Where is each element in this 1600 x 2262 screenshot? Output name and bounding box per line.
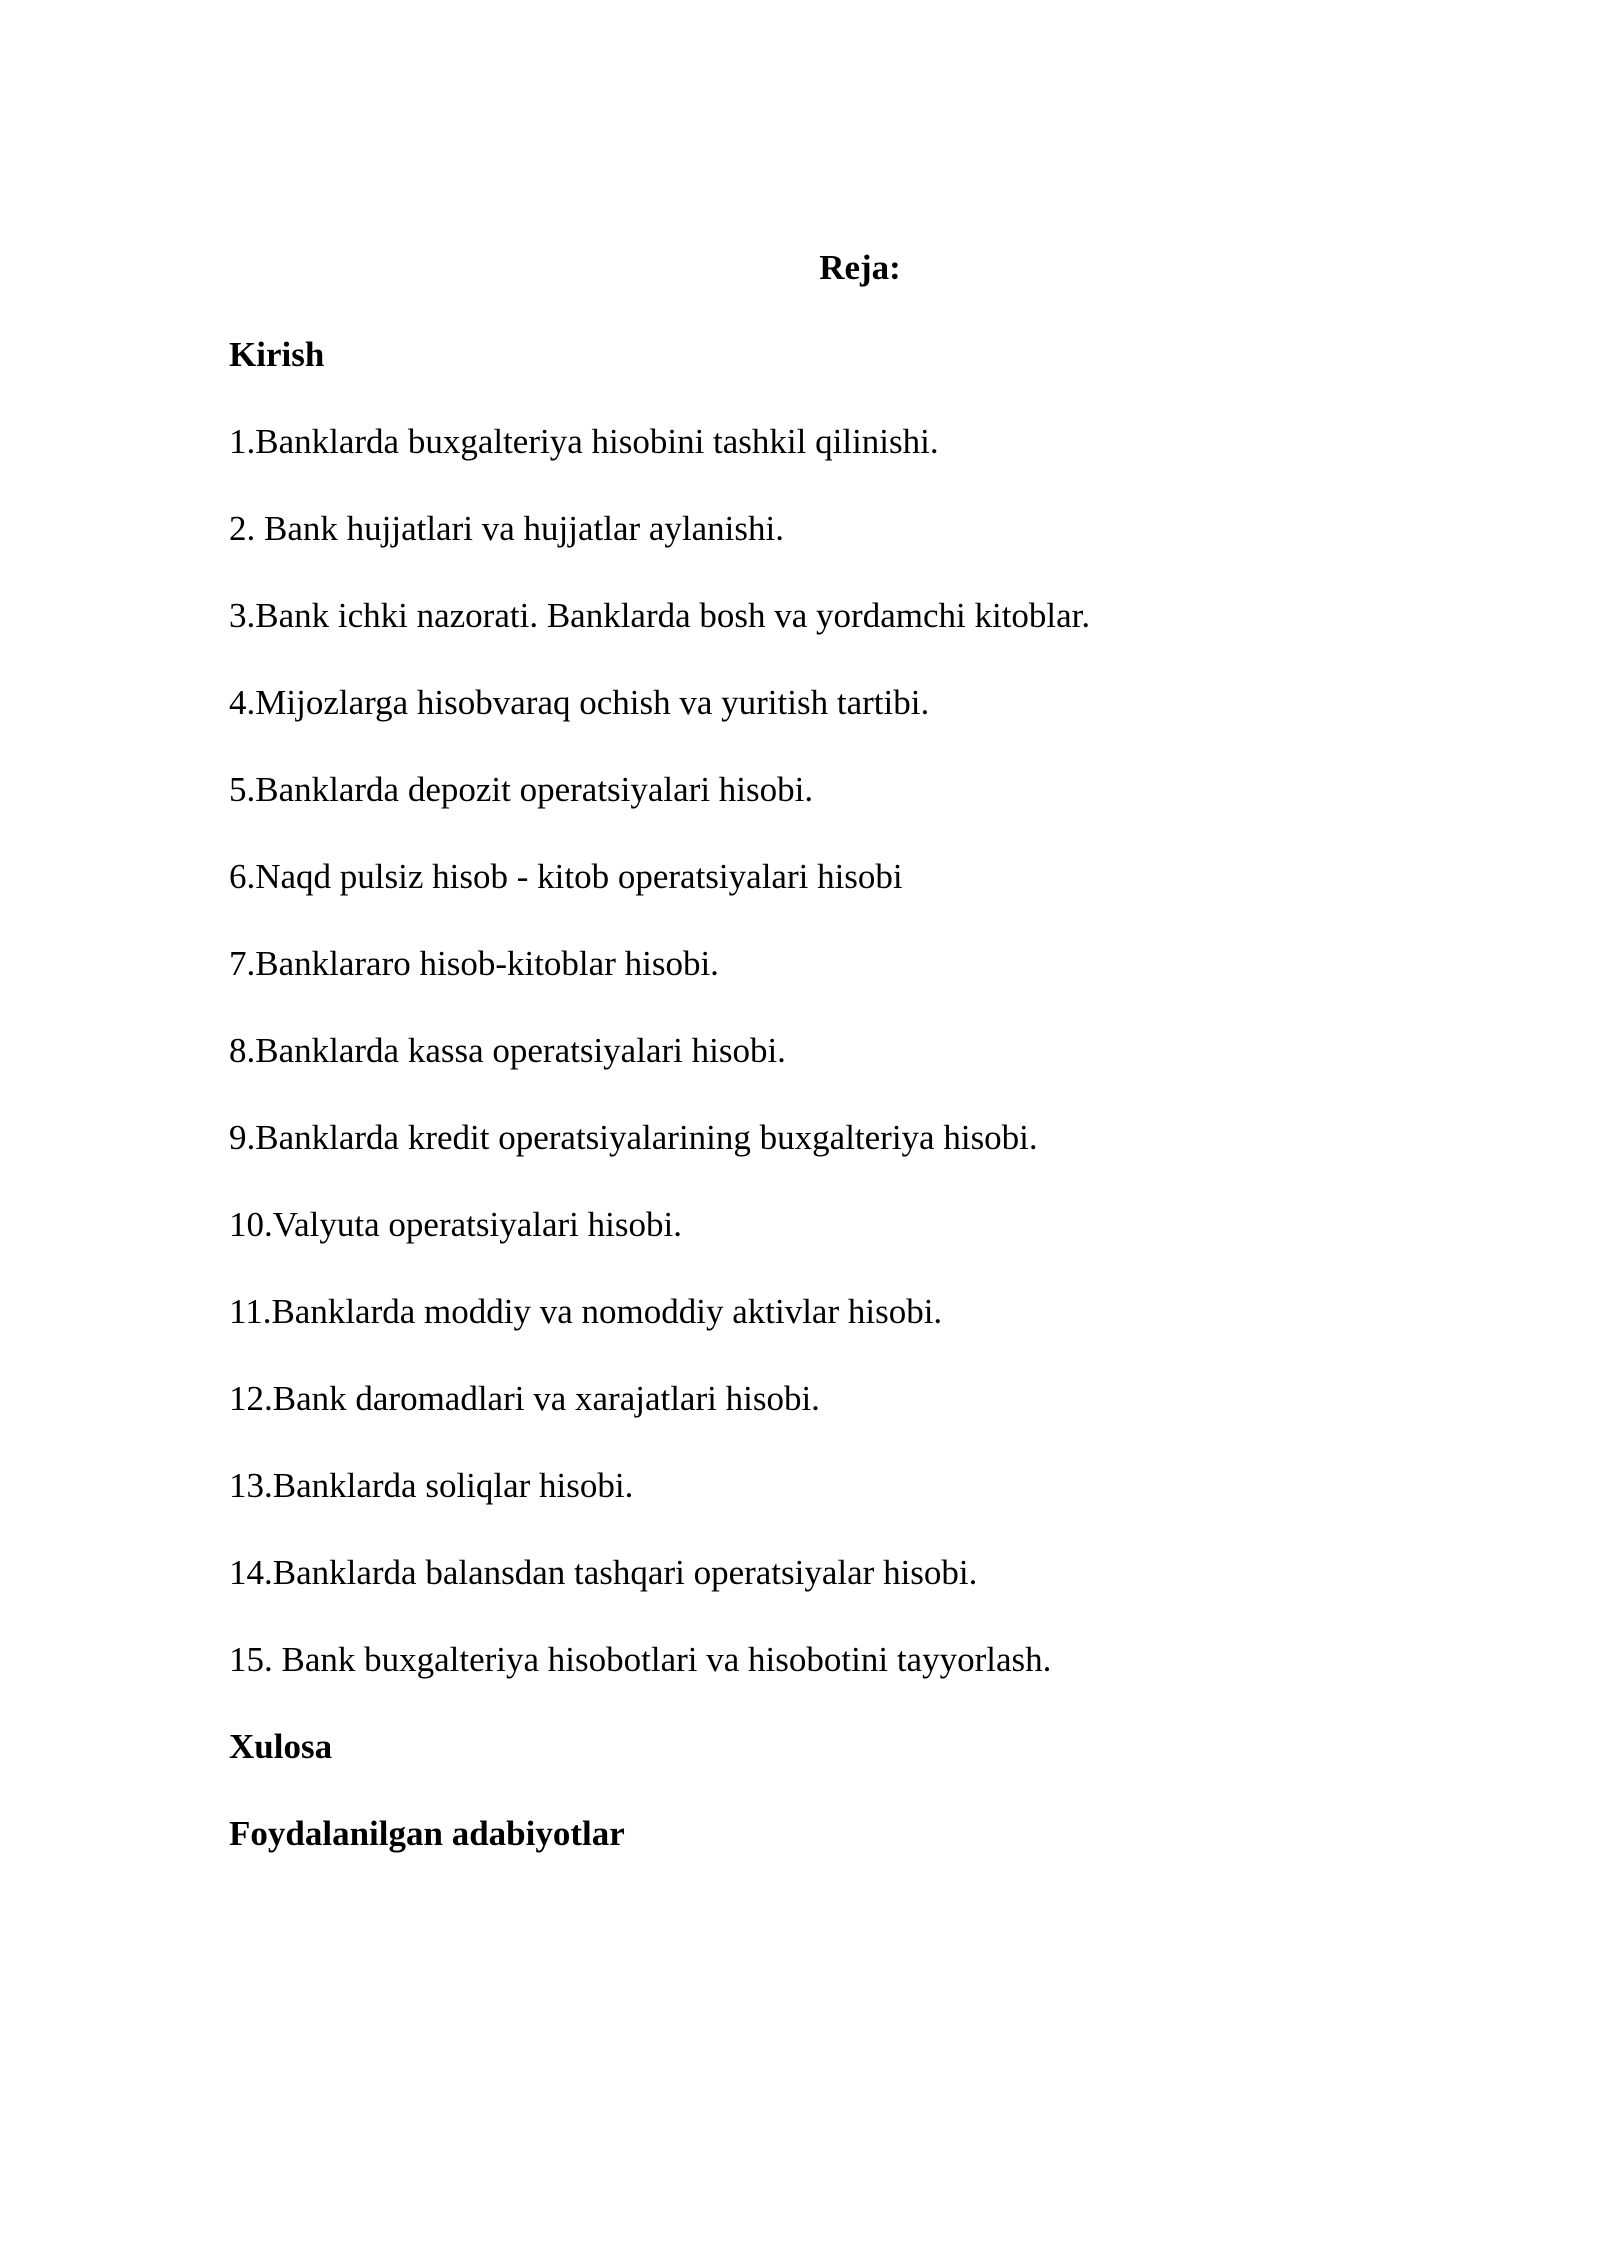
- page-title: Reja:: [819, 248, 901, 287]
- plan-item-7: 7.Banklararo hisob-kitoblar hisobi.: [229, 944, 719, 983]
- plan-item-5: 5.Banklarda depozit operatsiyalari hisobi.: [229, 770, 814, 809]
- plan-item-12: 12.Bank daromadlari va xarajatlari hisobi.: [229, 1379, 820, 1418]
- plan-item-14: 14.Banklarda balansdan tashqari operatsiyalar hisobi.: [229, 1553, 978, 1592]
- plan-item-6: 6.Naqd pulsiz hisob - kitob operatsiyalari hisobi: [229, 857, 903, 896]
- plan-item-4: 4.Mijozlarga hisobvaraq ochish va yuritish tartibi.: [229, 683, 930, 722]
- plan-item-15: 15. Bank buxgalteriya hisobotlari va hisobotini tayyorlash.: [229, 1640, 1052, 1679]
- plan-item-9: 9.Banklarda kredit operatsiyalarining buxgalteriya hisobi.: [229, 1118, 1038, 1157]
- plan-item-10: 10.Valyuta operatsiyalari hisobi.: [229, 1205, 682, 1244]
- plan-item-2: 2. Bank hujjatlari va hujjatlar aylanishi.: [229, 509, 784, 548]
- references-heading: Foydalanilgan adabiyotlar: [229, 1814, 625, 1853]
- plan-item-8: 8.Banklarda kassa operatsiyalari hisobi.: [229, 1031, 786, 1070]
- plan-item-13: 13.Banklarda soliqlar hisobi.: [229, 1466, 634, 1505]
- plan-list: [229, 333, 1429, 1899]
- plan-item-11: 11.Banklarda moddiy va nomoddiy aktivlar hisobi.: [229, 1292, 943, 1331]
- intro-heading: Kirish: [229, 335, 325, 374]
- plan-item-1: 1.Banklarda buxgalteriya hisobini tashkil qilinishi.: [229, 422, 939, 461]
- plan-item-3: 3.Bank ichki nazorati. Banklarda bosh va yordamchi kitoblar.: [229, 596, 1091, 635]
- conclusion-heading: Xulosa: [229, 1727, 333, 1766]
